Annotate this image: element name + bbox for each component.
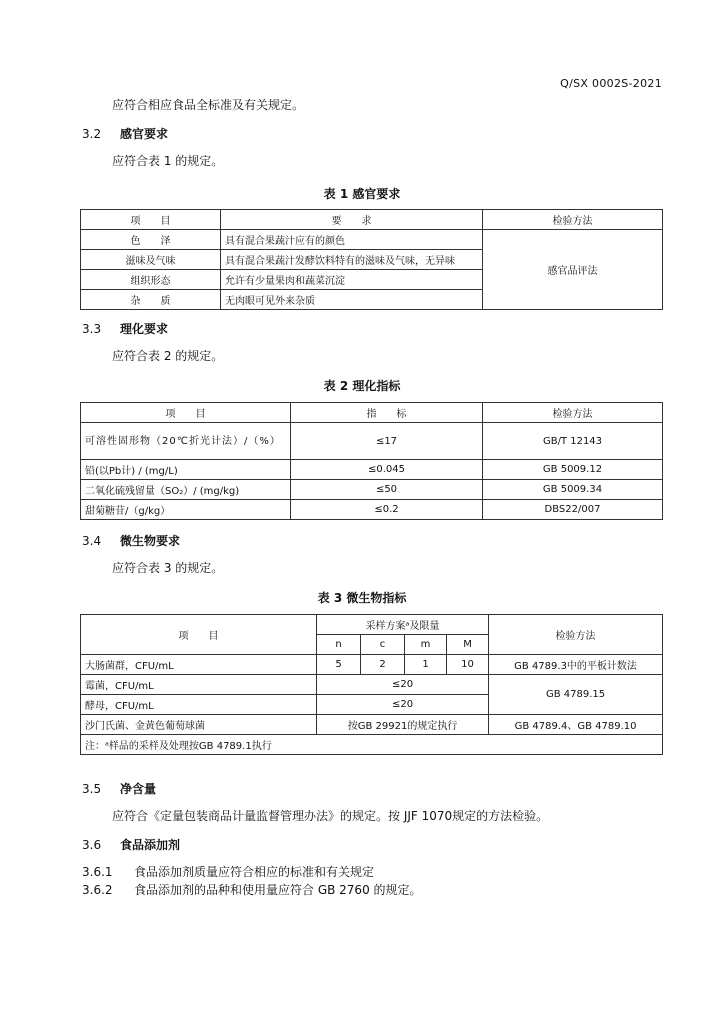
table2-cell: ≤0.045 [291, 460, 483, 480]
table2-cell: ≤0.2 [291, 500, 483, 520]
table1-cell: 色 泽 [81, 230, 221, 250]
table3-cell: 2 [361, 655, 405, 675]
section-3-2-heading: 3.2 感官要求 [82, 127, 169, 141]
section-3-6-2-text: 3.6.2 食品添加剂的品种和使用量应符合 GB 2760 的规定。 [82, 883, 422, 897]
table1-cell: 具有混合果蔬汁发酵饮料特有的滋味及气味，无异味 [221, 250, 483, 270]
table3-item-header: 项 目 [81, 615, 317, 655]
table1-cell: 允许有少量果肉和蔬菜沉淀 [221, 270, 483, 290]
table3-caption: 表 3 微生物指标 [317, 591, 407, 605]
section-3-6-1-text: 3.6.1 食品添加剂质量应符合相应的标准和有关规定 [82, 865, 375, 879]
table3-cell: 酵母，CFU/mL [81, 695, 317, 715]
table2-cell: ≤17 [291, 423, 483, 460]
table3-cell: 按GB 29921的规定执行 [317, 715, 489, 735]
table2-cell: 铅(以Pb计) / (mg/L) [81, 460, 291, 480]
table1-caption: 表 1 感官要求 [323, 187, 401, 201]
table3-cell: 1 [405, 655, 447, 675]
section-3-5-text: 应符合《定量包装商品计量监督管理办法》的规定。按 JJF 1070规定的方法检验。 [112, 809, 549, 823]
section-3-3-text: 应符合表 2 的规定。 [112, 349, 224, 363]
table1-method: 感官品评法 [483, 230, 663, 310]
table2-cell: DBS22/007 [483, 500, 663, 520]
table2-header: 项 目 [81, 403, 291, 423]
table3-cell: 沙门氏菌、金黄色葡萄球菌 [81, 715, 317, 735]
section-3-5-heading: 3.5 净含量 [82, 782, 157, 796]
section-3-3-heading: 3.3 理化要求 [82, 322, 169, 336]
table1-cell: 组织形态 [81, 270, 221, 290]
table1-sensory [80, 209, 663, 310]
table1-header: 检验方法 [483, 210, 663, 230]
table3-cell: ≤20 [317, 675, 489, 695]
table3-cell: 霉菌，CFU/mL [81, 675, 317, 695]
table2-cell: 可溶性固形物（20℃折光计法）/（%） [81, 423, 291, 460]
table2-cell: 二氧化硫残留量（SO₂）/ (mg/kg) [81, 480, 291, 500]
table3-subheader-c: c [361, 635, 405, 655]
table2-cell: GB/T 12143 [483, 423, 663, 460]
table2-header: 检验方法 [483, 403, 663, 423]
table2-cell: 甜菊糖苷/（g/kg） [81, 500, 291, 520]
table3-cell: 大肠菌群，CFU/mL [81, 655, 317, 675]
table3-cell: ≤20 [317, 695, 489, 715]
table3-cell: GB 4789.3中的平板计数法 [489, 655, 663, 675]
table3-subheader-m: m [405, 635, 447, 655]
table2-cell: GB 5009.34 [483, 480, 663, 500]
standard-code: Q/SX 0002S-2021 [560, 77, 662, 90]
table2-caption: 表 2 理化指标 [323, 379, 401, 393]
section-3-2-text: 应符合表 1 的规定。 [112, 154, 224, 168]
table2-cell: ≤50 [291, 480, 483, 500]
table3-subheader-M: M [447, 635, 489, 655]
table3-cell: 5 [317, 655, 361, 675]
table3-cell: GB 4789.4、GB 4789.10 [489, 715, 663, 735]
table2-physchem [80, 402, 663, 520]
table3-microbial [80, 614, 663, 755]
section-3-4-text: 应符合表 3 的规定。 [112, 561, 224, 575]
table3-plan-header: 采样方案ᵃ及限量 [317, 615, 489, 635]
table3-cell: GB 4789.15 [489, 675, 663, 715]
table3-subheader-n: n [317, 635, 361, 655]
table3-note: 注：ᵃ样品的采样及处理按GB 4789.1执行 [81, 735, 663, 755]
table1-header: 要 求 [221, 210, 483, 230]
section-3-6-heading: 3.6 食品添加剂 [82, 838, 181, 852]
table1-header: 项 目 [81, 210, 221, 230]
table3-cell: 10 [447, 655, 489, 675]
section-3-4-heading: 3.4 微生物要求 [82, 534, 181, 548]
table2-header: 指 标 [291, 403, 483, 423]
table1-cell: 滋味及气味 [81, 250, 221, 270]
table1-cell: 具有混合果蔬汁应有的颜色 [221, 230, 483, 250]
table1-cell: 无肉眼可见外来杂质 [221, 290, 483, 310]
intro-text: 应符合相应食品全标准及有关规定。 [112, 98, 305, 112]
table1-cell: 杂 质 [81, 290, 221, 310]
table2-cell: GB 5009.12 [483, 460, 663, 480]
table3-method-header: 检验方法 [489, 615, 663, 655]
